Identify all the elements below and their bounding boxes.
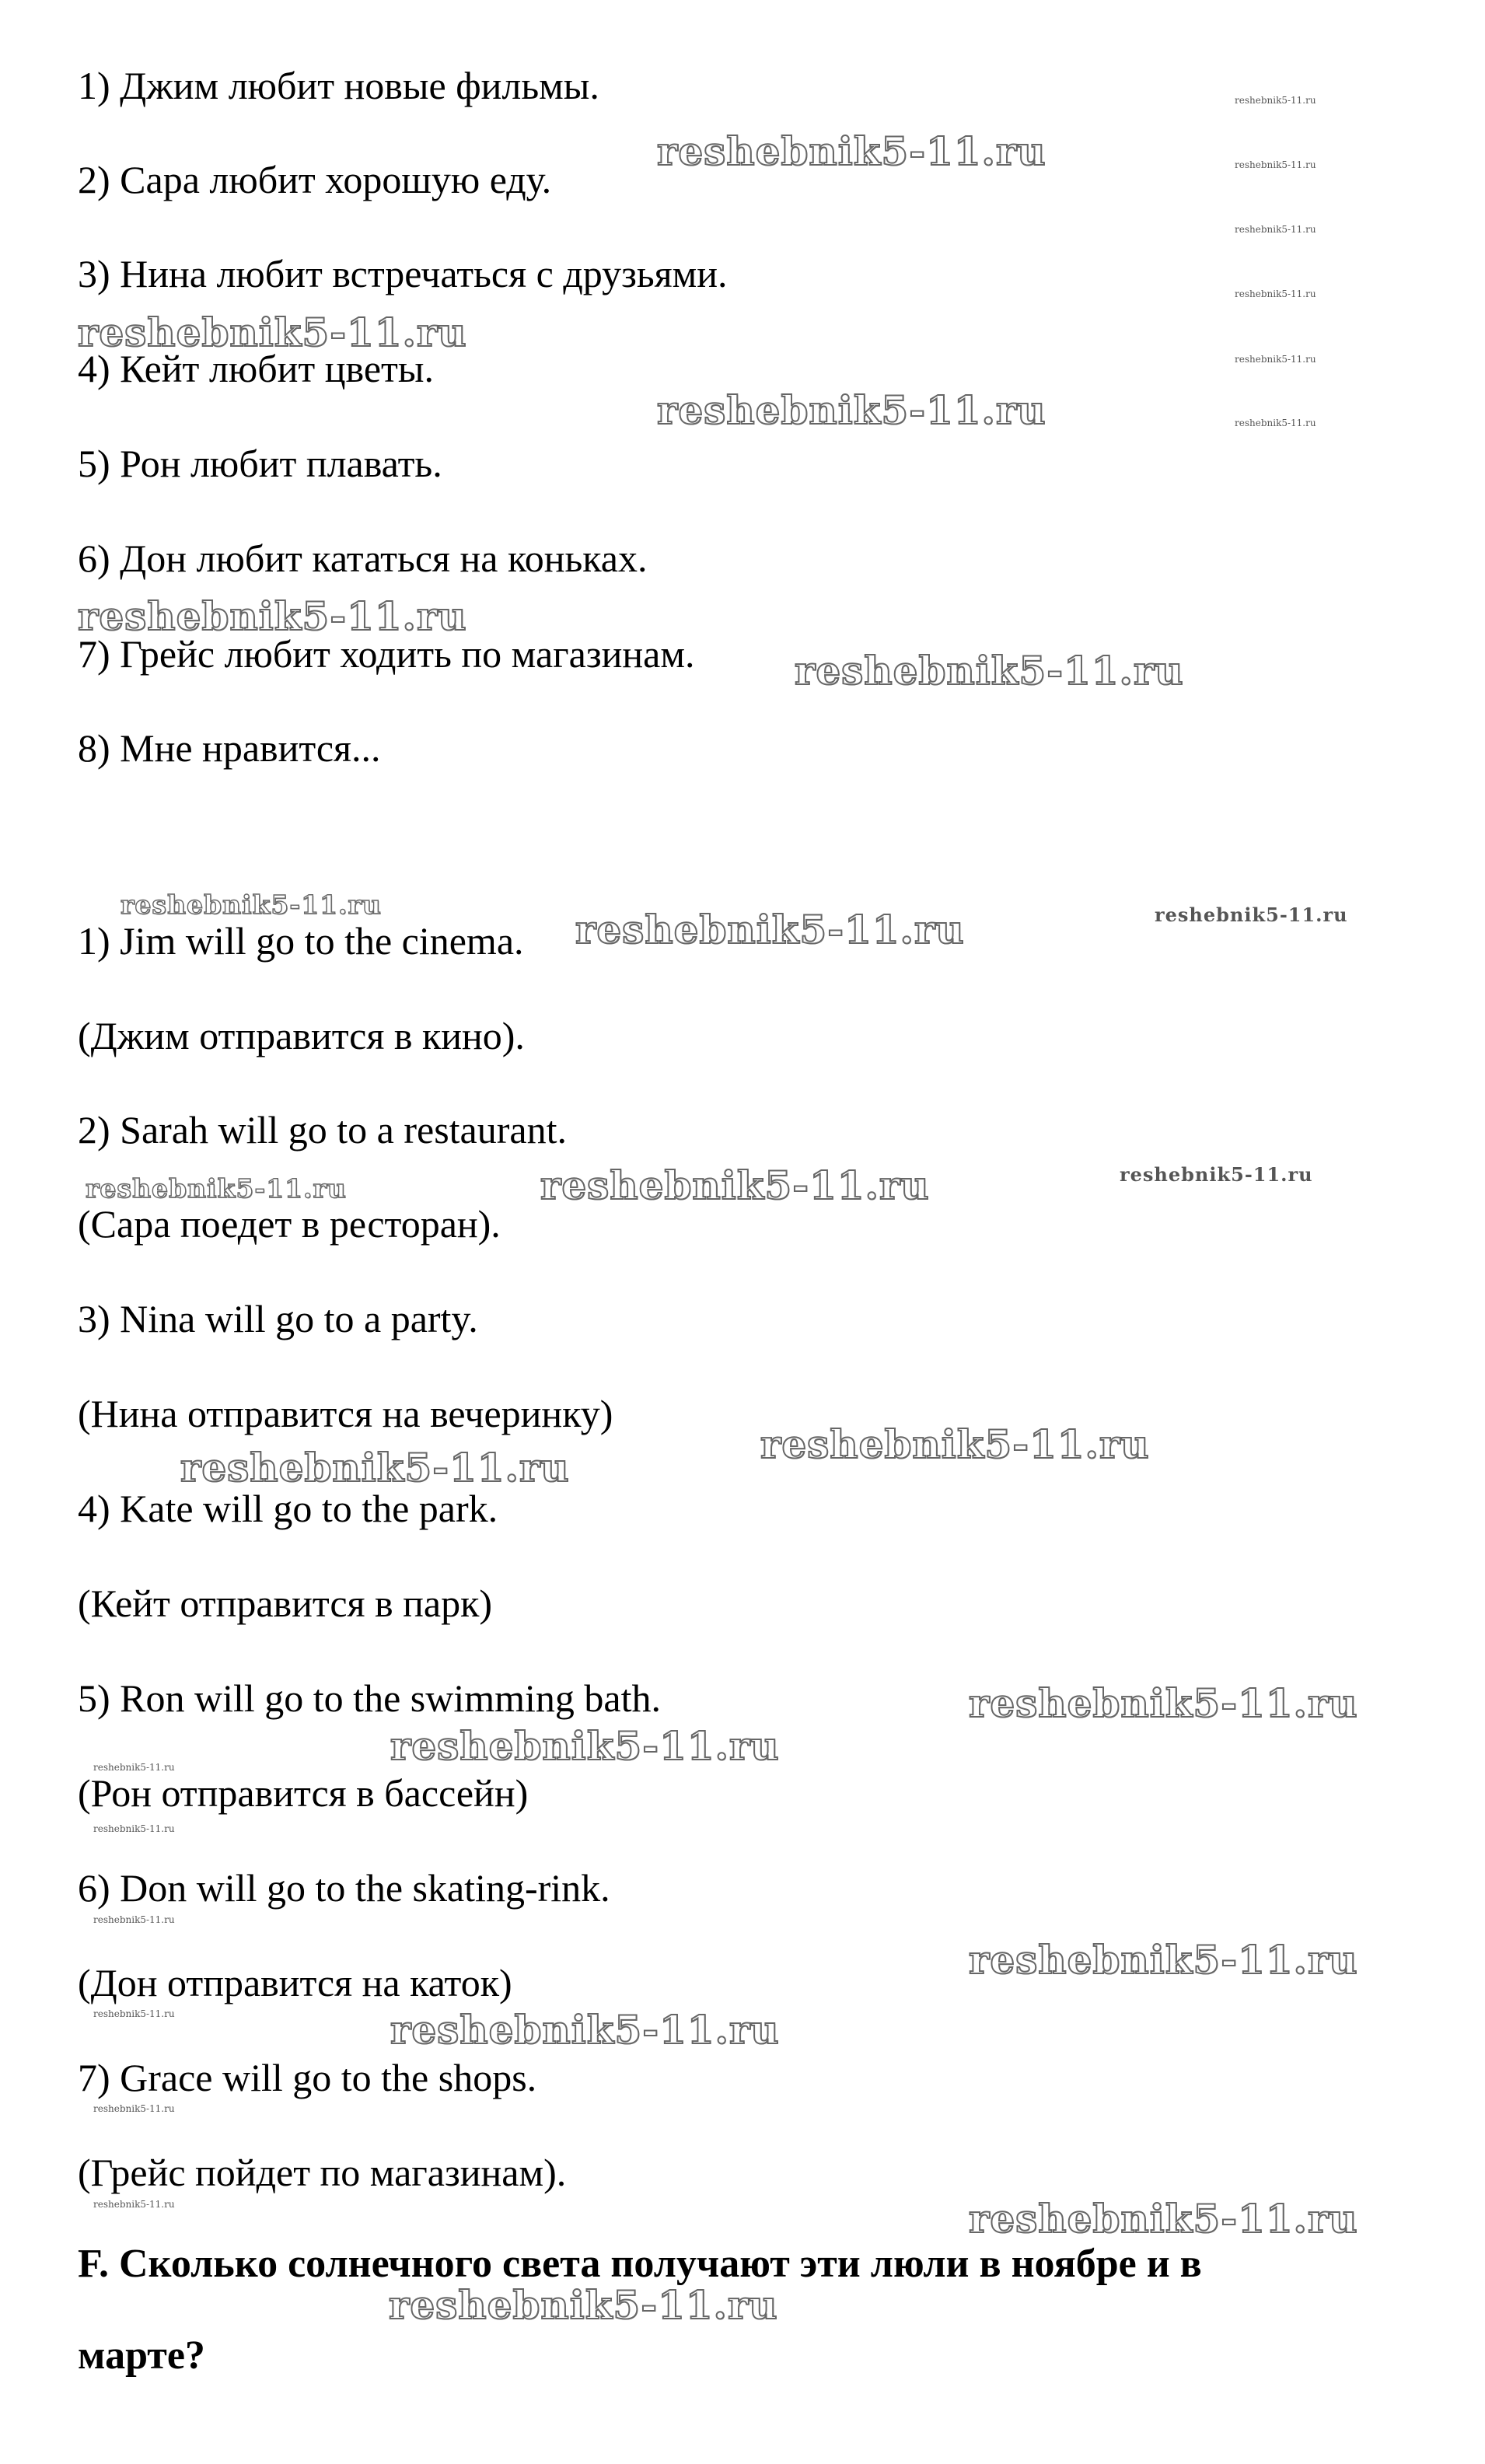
section-f-heading-line-1: F. Сколько солнечного света получают эти люли в ноябре и в [78, 2242, 1202, 2286]
answer-2-en: 2) Sarah will go to a restaurant. [78, 1108, 567, 1152]
watermark: reshebnik5-11.ru [795, 648, 1184, 694]
watermark: reshebnik5-11.ru [180, 1445, 570, 1491]
watermark: reshebnik5-11.ru [78, 309, 467, 355]
answer-7-ru: (Грейс пойдет по магазинам). [78, 2151, 567, 2194]
answer-4-ru: (Кейт отправится в парк) [78, 1582, 493, 1625]
watermark: reshebnik5-11.ru [390, 1723, 780, 1769]
ru-line-7: 7) Грейс любит ходить по магазинам. [78, 632, 695, 676]
watermark: reshebnik5-11.ru [1235, 224, 1316, 235]
watermark: reshebnik5-11.ru [121, 889, 382, 920]
watermark: reshebnik5-11.ru [93, 2199, 175, 2210]
watermark: reshebnik5-11.ru [1235, 95, 1316, 106]
answer-2-ru: (Сара поедет в ресторан). [78, 1202, 501, 1246]
ru-line-3: 3) Нина любит встречаться с друзьями. [78, 252, 728, 295]
ru-line-4: 4) Кейт любит цветы. [78, 347, 434, 390]
watermark: reshebnik5-11.ru [657, 128, 1046, 174]
answer-1-ru: (Джим отправится в кино). [78, 1014, 525, 1057]
watermark: reshebnik5-11.ru [390, 2007, 780, 2053]
watermark: reshebnik5-11.ru [78, 593, 467, 639]
watermark: reshebnik5-11.ru [1155, 903, 1348, 926]
watermark: reshebnik5-11.ru [969, 2196, 1358, 2242]
watermark: reshebnik5-11.ru [1120, 1163, 1313, 1186]
watermark: reshebnik5-11.ru [93, 2103, 175, 2114]
answer-6-ru: (Дон отправится на каток) [78, 1961, 512, 2004]
watermark: reshebnik5-11.ru [1235, 159, 1316, 170]
ru-line-6: 6) Дон любит кататься на коньках. [78, 536, 648, 580]
watermark: reshebnik5-11.ru [93, 2008, 175, 2019]
answer-7-en: 7) Grace will go to the shops. [78, 2056, 537, 2099]
watermark: reshebnik5-11.ru [93, 1823, 175, 1834]
answer-5-ru: (Рон отправится в бассейн) [78, 1771, 529, 1815]
watermark: reshebnik5-11.ru [575, 907, 965, 952]
ru-line-5: 5) Рон любит плавать. [78, 442, 442, 485]
watermark: reshebnik5-11.ru [1235, 288, 1316, 299]
watermark: reshebnik5-11.ru [1235, 354, 1316, 365]
watermark: reshebnik5-11.ru [969, 1680, 1358, 1726]
watermark: reshebnik5-11.ru [540, 1162, 930, 1208]
watermark: reshebnik5-11.ru [760, 1421, 1150, 1467]
answer-1-en: 1) Jim will go to the cinema. [78, 919, 524, 963]
answer-3-en: 3) Nina will go to a party. [78, 1297, 478, 1340]
watermark: reshebnik5-11.ru [969, 1937, 1358, 1983]
answer-3-ru: (Нина отправится на вечеринку) [78, 1392, 613, 1435]
answer-6-en: 6) Don will go to the skating-rink. [78, 1866, 610, 1910]
watermark: reshebnik5-11.ru [389, 2282, 778, 2328]
ru-line-8: 8) Мне нравится... [78, 726, 381, 770]
ru-line-2: 2) Сара любит хорошую еду. [78, 158, 552, 201]
watermark: reshebnik5-11.ru [86, 1173, 347, 1204]
watermark: reshebnik5-11.ru [93, 1914, 175, 1925]
watermark: reshebnik5-11.ru [657, 387, 1046, 433]
ru-line-1: 1) Джим любит новые фильмы. [78, 64, 599, 107]
answer-5-en: 5) Ron will go to the swimming bath. [78, 1676, 661, 1720]
answer-4-en: 4) Kate will go to the park. [78, 1487, 498, 1530]
watermark: reshebnik5-11.ru [93, 1762, 175, 1773]
watermark: reshebnik5-11.ru [1235, 418, 1316, 428]
section-f-heading-line-2: марте? [78, 2333, 205, 2378]
